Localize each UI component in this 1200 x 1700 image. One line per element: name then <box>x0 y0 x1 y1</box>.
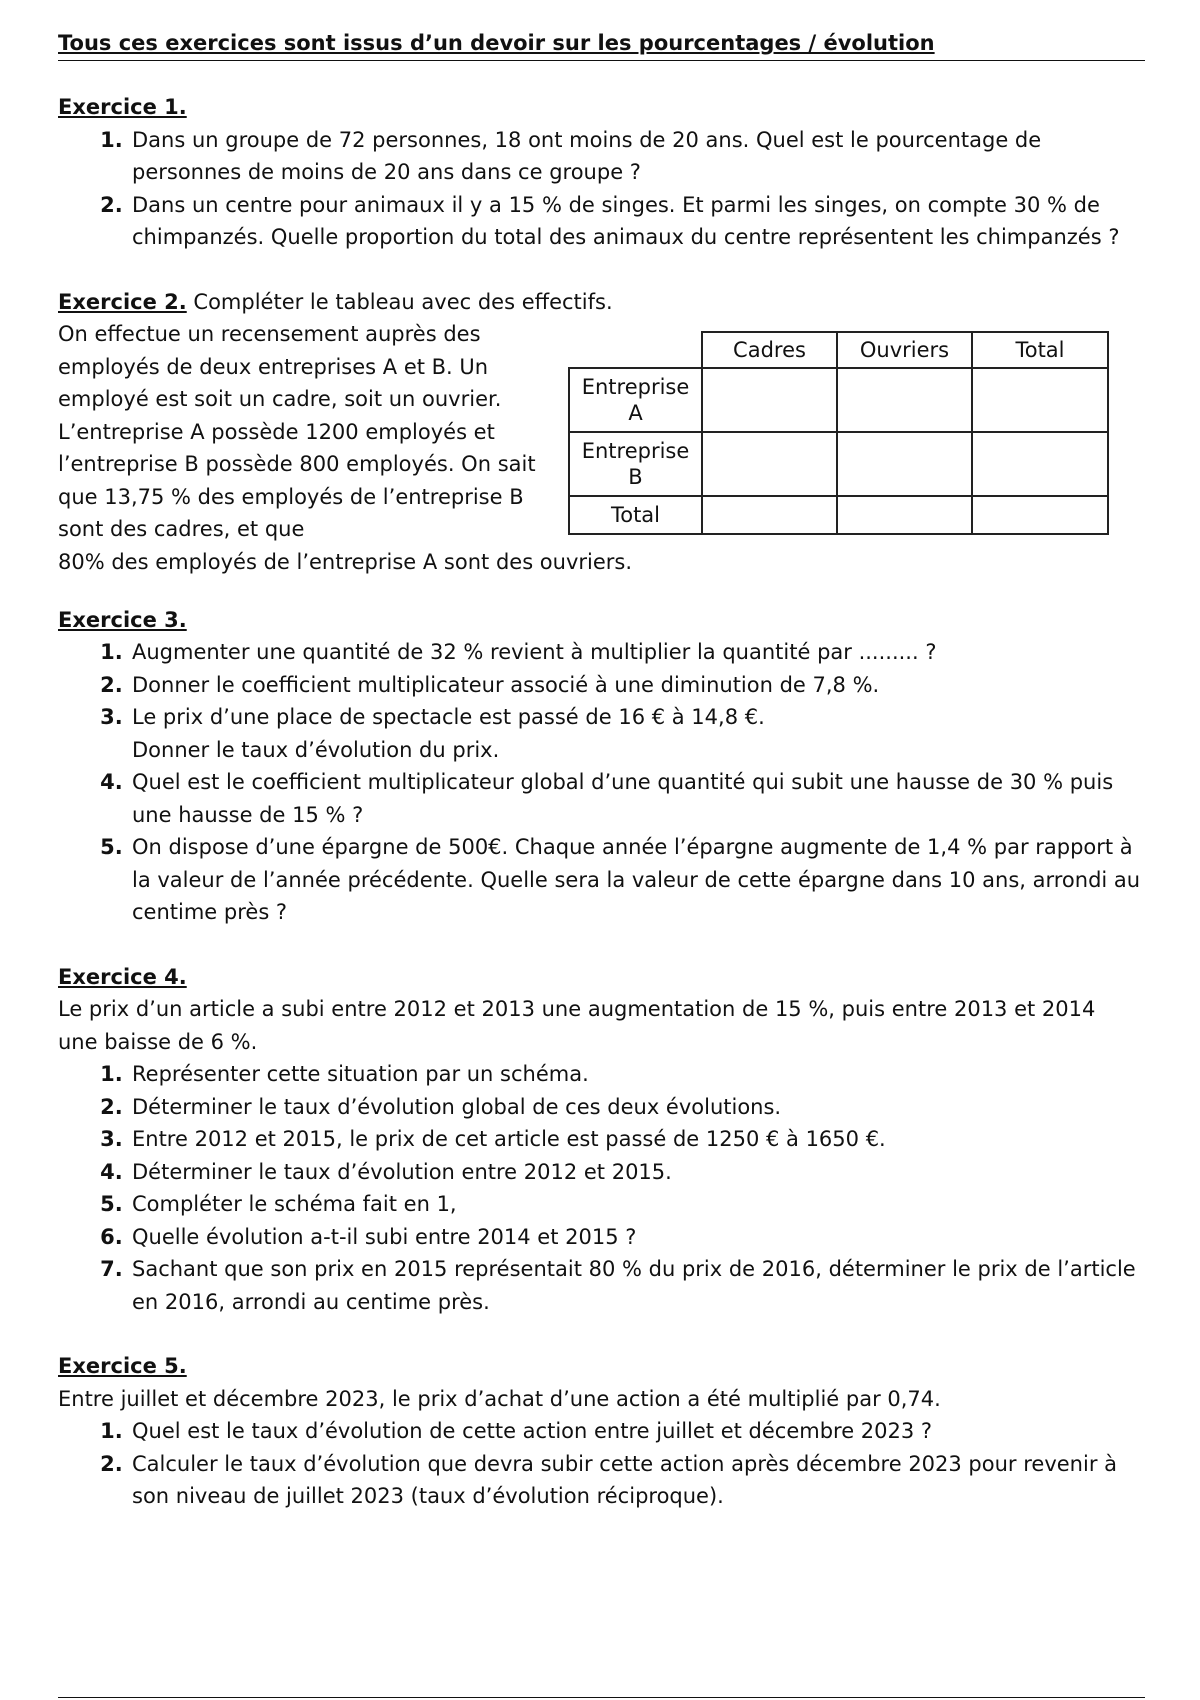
table-cell[interactable] <box>972 432 1108 496</box>
exercise-5-title: Exercice 5. <box>58 1354 187 1378</box>
document-title: Tous ces exercices sont issus d’un devoir sur les pourcentages / évolution <box>58 28 1145 61</box>
exercise-2-text-block <box>58 318 633 578</box>
list-item-line: Donner le taux d’évolution du prix. <box>132 737 500 762</box>
exercise-5-list <box>58 1415 1150 1513</box>
exercise-2-text: On effectue un recensement auprès des employés de deux entreprises A et B. Un employé est soit un cadre, soit un ouvrier. L’entreprise A possède 1200 employés et l’entreprise B possède 800 employés. On sait que 13,75 % des employés de l’entreprise B sont des cadres, et que <box>58 322 536 541</box>
exercise-3-list <box>58 636 1150 929</box>
table-cell[interactable] <box>972 496 1108 534</box>
effectifs-table <box>568 331 1109 535</box>
exercise-3-title: Exercice 3. <box>58 607 187 632</box>
exercise-1-list <box>58 124 1150 254</box>
list-item: 1. Dans un groupe de 72 personnes, 18 ont moins de 20 ans. Quel est le pourcentage de personnes de moins de 20 ans dans ce groupe ? <box>130 124 1150 189</box>
exercise-1 <box>58 91 1150 254</box>
table-row-label-total: Total <box>569 496 702 534</box>
table-corner <box>569 332 702 368</box>
list-item: 5. Compléter le schéma fait en 1, <box>130 1188 1150 1221</box>
list-item: 4. Quel est le coefficient multiplicateur global d’une quantité qui subit une hausse de 30 % puis une hausse de 15 % ? <box>130 766 1150 831</box>
list-item: 3. Entre 2012 et 2015, le prix de cet article est passé de 1250 € à 1650 €. <box>130 1123 1150 1156</box>
exercise-5-intro: Entre juillet et décembre 2023, le prix d’achat d’une action a été multiplié par 0,74. <box>58 1386 941 1411</box>
exercise-2-text-last: 80% des employés de l’entreprise A sont des ouvriers. <box>58 549 633 574</box>
table-cell[interactable] <box>837 432 972 496</box>
table-cell[interactable] <box>702 432 837 496</box>
exercise-4-list <box>58 1058 1150 1318</box>
exercise-4-title: Exercice 4. <box>58 964 187 989</box>
exercise-4 <box>58 961 1150 1319</box>
list-item <box>130 701 1150 766</box>
list-item: 1. Quel est le taux d’évolution de cette action entre juillet et décembre 2023 ? <box>130 1415 1150 1448</box>
table-header-cadres: Cadres <box>702 332 837 368</box>
table-cell[interactable] <box>837 368 972 432</box>
exercise-2-title: Exercice 2. <box>58 289 187 314</box>
worksheet-page <box>58 28 1150 1513</box>
exercise-2 <box>58 286 1150 574</box>
table-header-ouvriers: Ouvriers <box>837 332 972 368</box>
list-item-line: Le prix d’une place de spectacle est passé de 16 € à 14,8 €. <box>132 705 765 729</box>
list-item: 2. Calculer le taux d’évolution que devra subir cette action après décembre 2023 pour revenir à son niveau de juillet 2023 (taux d’évolution réciproque). <box>130 1448 1150 1513</box>
list-item: 2. Dans un centre pour animaux il y a 15 % de singes. Et parmi les singes, on compte 30 % de chimpanzés. Quelle proportion du total des animaux du centre représentent les chimpanzés ? <box>130 189 1150 254</box>
exercise-4-intro: Le prix d’un article a subi entre 2012 et 2013 une augmentation de 15 %, puis entre 2013 et 2014 une baisse de 6 %. <box>58 997 1096 1054</box>
table-cell[interactable] <box>702 496 837 534</box>
exercise-5 <box>58 1350 1150 1513</box>
table-cell[interactable] <box>837 496 972 534</box>
list-item: 1. Représenter cette situation par un schéma. <box>130 1058 1150 1091</box>
table-cell[interactable] <box>972 368 1108 432</box>
bottom-divider <box>58 1697 1145 1698</box>
list-item: 5. On dispose d’une épargne de 500€. Chaque année l’épargne augmente de 1,4 % par rapport à la valeur de l’année précédente. Quelle sera la valeur de cette épargne dans 10 ans, arrondi au centime près ? <box>130 831 1150 929</box>
exercise-2-body <box>58 286 1150 574</box>
exercise-2-instruction: Compléter le tableau avec des effectifs. <box>186 289 613 314</box>
list-item: 7. Sachant que son prix en 2015 représentait 80 % du prix de 2016, déterminer le prix de l’article en 2016, arrondi au centime près. <box>130 1253 1150 1318</box>
list-item: 6. Quelle évolution a-t-il subi entre 2014 et 2015 ? <box>130 1221 1150 1254</box>
table-row-label-a: Entreprise A <box>569 368 702 432</box>
list-item: 2. Déterminer le taux d’évolution global de ces deux évolutions. <box>130 1091 1150 1124</box>
list-item: 1. Augmenter une quantité de 32 % revient à multiplier la quantité par ......... ? <box>130 636 1150 669</box>
table-cell[interactable] <box>702 368 837 432</box>
list-item: 2. Donner le coefficient multiplicateur associé à une diminution de 7,8 %. <box>130 669 1150 702</box>
exercise-3 <box>58 604 1150 929</box>
exercise-1-title: Exercice 1. <box>58 95 187 119</box>
list-item: 4. Déterminer le taux d’évolution entre 2012 et 2015. <box>130 1156 1150 1189</box>
table-header-total: Total <box>972 332 1108 368</box>
table-row-label-b: Entreprise B <box>569 432 702 496</box>
